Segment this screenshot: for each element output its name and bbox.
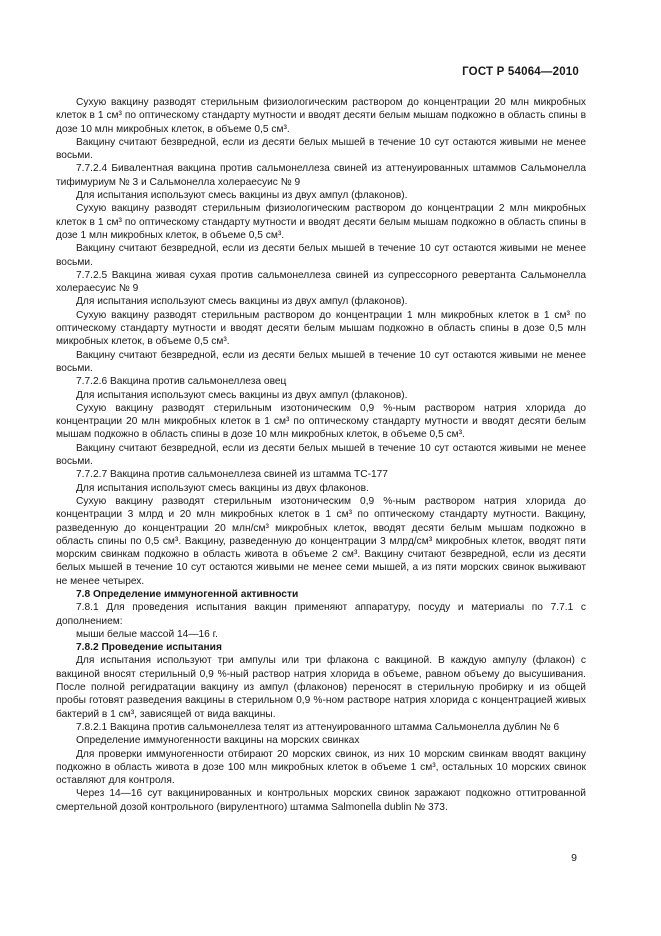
paragraph: Сухую вакцину разводят стерильным физиологическим раствором до концентрации 20 млн микробных клеток в 1 см³ по оптическому стандарту мутности и вводят десяти белым мышам подкожно в область спины в дозе 10 млн микробных клеток, в объеме 0,5 см³. [56, 97, 586, 135]
document-body [56, 96, 586, 814]
paragraph: Вакцину считают безвредной, если из десяти белых мышей в течение 10 сут остаются живыми не менее восьми. [56, 349, 586, 374]
paragraph: Для испытания используют смесь вакцины из двух ампул (флаконов). [76, 190, 408, 202]
paragraph: Сухую вакцину разводят стерильным физиологическим раствором до концентрации 2 млн микробных клеток в 1 см³ по оптическому стандарту мутности и вводят десяти белым мышам подкожно в область спины в дозе 1 млн микробных клеток, в объеме 0,5 см³. [56, 203, 586, 241]
paragraph: Для испытания используют смесь вакцины из двух ампул (флаконов). [76, 389, 408, 401]
paragraph: 7.7.2.6 Вакцина против сальмонеллеза овец [76, 376, 287, 388]
paragraph: 7.8 Определение иммуногенной активности [76, 588, 299, 600]
paragraph: 7.8.2 Проведение испытания [76, 642, 222, 654]
paragraph: Вакцину считают безвредной, если из десяти белых мышей в течение 10 сут остаются живыми не менее восьми. [56, 136, 586, 162]
paragraph: 7.7.2.7 Вакцина против сальмонеллеза свиней из штамма ТС-177 [76, 469, 388, 481]
paragraph: Определение иммуногенности вакцины на морских свинках [76, 735, 360, 747]
paragraph: Для испытания используют смесь вакцины из двух ампул (флаконов). [76, 296, 408, 308]
paragraph: Через 14—16 сут вакцинированных и контрольных морских свинок заражают подкожно оттитрованной смертельной дозой контрольного (вирулентного) штамма Salmonella dublin № 373. [56, 788, 586, 813]
paragraph: Для испытания используют три ампулы или три флакона с вакциной. В каждую ампулу (флакон) с вакциной вносят стерильный 0,9 %-ный раствор натрия хлорида в объеме, равном объему до высушивания. После полной регидратации вакцину из ампул (флаконов) переносят в стерильную пробирку и из общей пробы готовят разведения вакцины в стерильном 0,9 %-ном растворе натрия хлорида с концентрацией живых бактерий в 1 см³, зависящей от вида вакцины. [56, 655, 586, 720]
paragraph: 7.7.2.4 Бивалентная вакцина против сальмонеллеза свиней из аттенуированных штаммов Сальмонелла тифимуриум № 3 и Сальмонелла холераесуис № 9 [56, 163, 586, 188]
paragraph: 7.8.2.1 Вакцина против сальмонеллеза телят из аттенуированного штамма Сальмонелла дублин № 6 [76, 721, 560, 733]
paragraph: Сухую вакцину разводят стерильным изотоническим 0,9 %-ным раствором натрия хлорида до концентрации 20 млн микробных клеток в 1 см³ по оптическому стандарту мутности и вводят десяти белым мышам подкожно в область спины в дозе 10 млн микробных клеток, в объеме 0,5 см³. [56, 402, 586, 441]
paragraph: Для испытания используют смесь вакцины из двух флаконов. [76, 482, 369, 494]
paragraph: Сухую вакцину разводят стерильным раствором до концентрации 1 млн микробных клеток в 1 см³ по оптическому стандарту мутности и вводят десяти белым мышам подкожно в область спины в дозе 0,5 млн микробных клеток, в объеме 0,5 см³. [56, 309, 586, 348]
page-number: 9 [571, 852, 577, 864]
document-header: ГОСТ Р 54064—2010 [462, 66, 579, 78]
paragraph: мыши белые массой 14—16 г. [76, 628, 218, 640]
paragraph: Вакцину считают безвредной, если из десяти белых мышей в течение 10 сут остаются живыми не менее восьми. [56, 243, 586, 268]
paragraph: 7.7.2.5 Вакцина живая сухая против сальмонеллеза свиней из супрессорного ревертанта Сальмонелла холераесуис № 9 [56, 269, 586, 295]
paragraph: Для проверки иммуногенности отбирают 20 морских свинок, из них 10 морским свинкам вводят вакцину подкожно в область живота в дозе 100 млн микробных клеток в объеме 1 см³, остальных 10 морских свинок оставляют для контроля. [56, 748, 586, 787]
paragraph: Вакцину считают безвредной, если из десяти белых мышей в течение 10 сут остаются живыми не менее восьми. [56, 442, 586, 468]
paragraph: 7.8.1 Для проведения испытания вакцин применяют аппаратуру, посуду и материалы по 7.7.1 с дополнением: [56, 602, 586, 627]
paragraph: Сухую вакцину разводят стерильным изотоническим 0,9 %-ным раствором натрия хлорида до концентрации 3 млрд и 20 млн микробных клеток в 1 см³ по оптическому стандарту мутности. Вакцину, разведенную до концентрации 20 млн/см³ микробных клеток, вводят десяти белым мышам подкожно в область спины по 0,5 см³. Вакцину, разведенную до концентрации 3 млрд/см³ микробных клеток, вводят пяти морским свинкам подкожно в область живота в объеме 2 см³. Вакцину считают безвредной, если из десяти белых мышей в течение 10 сут остаются живыми не менее семи мышей, а из пяти морских свинок выживают не менее четырех. [56, 495, 586, 587]
